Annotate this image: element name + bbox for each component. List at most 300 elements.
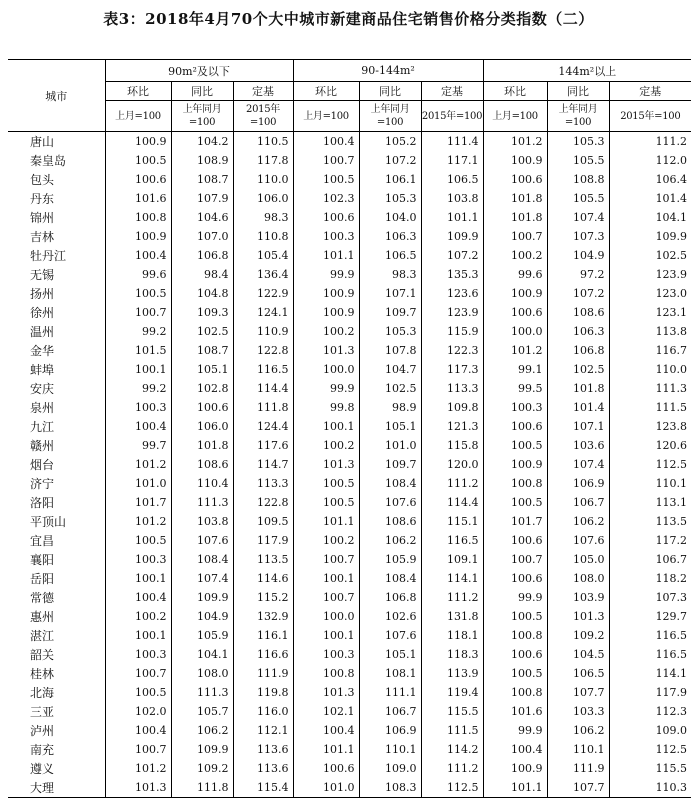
table-row xyxy=(8,512,691,531)
value-cell: 108.6 xyxy=(359,512,421,531)
value-cell: 104.9 xyxy=(547,246,609,265)
city-cell: 常德 xyxy=(30,591,55,605)
value-cell: 100.8 xyxy=(105,208,171,227)
value-cell: 108.3 xyxy=(359,778,421,798)
value-cell: 100.4 xyxy=(105,417,171,436)
value-cell: 99.1 xyxy=(483,360,547,379)
value-cell: 113.8 xyxy=(609,322,691,341)
value-cell: 108.7 xyxy=(171,170,233,189)
base-header: 上年同月=100 xyxy=(171,101,233,132)
value-cell: 98.4 xyxy=(171,265,233,284)
value-cell: 111.2 xyxy=(421,759,483,778)
value-cell: 104.7 xyxy=(359,360,421,379)
metric-header: 定基 xyxy=(421,82,483,101)
value-cell: 105.0 xyxy=(547,550,609,569)
value-cell: 99.2 xyxy=(105,379,171,398)
value-cell: 110.1 xyxy=(359,740,421,759)
table-row xyxy=(8,493,691,512)
value-cell: 123.9 xyxy=(421,303,483,322)
value-cell: 104.5 xyxy=(547,645,609,664)
value-cell: 117.9 xyxy=(233,531,293,550)
table-row xyxy=(8,778,691,798)
value-cell: 100.8 xyxy=(483,474,547,493)
value-cell: 99.9 xyxy=(293,379,359,398)
value-cell: 113.5 xyxy=(609,512,691,531)
value-cell: 119.8 xyxy=(233,683,293,702)
base-header: 2015年=100 xyxy=(233,101,293,132)
value-cell: 101.2 xyxy=(105,455,171,474)
value-cell: 100.9 xyxy=(105,132,171,152)
value-cell: 104.9 xyxy=(171,607,233,626)
value-cell: 99.2 xyxy=(105,322,171,341)
value-cell: 100.4 xyxy=(293,132,359,152)
table-row xyxy=(8,398,691,417)
city-cell: 三亚 xyxy=(30,705,55,719)
value-cell: 107.1 xyxy=(547,417,609,436)
value-cell: 100.6 xyxy=(171,398,233,417)
city-cell: 大理 xyxy=(8,778,105,798)
price-index-table xyxy=(8,59,691,798)
value-cell: 101.1 xyxy=(293,740,359,759)
value-cell: 102.5 xyxy=(171,322,233,341)
value-cell: 106.8 xyxy=(547,341,609,360)
metric-header: 环比 xyxy=(483,82,547,101)
value-cell: 100.2 xyxy=(483,246,547,265)
city-cell: 赣州 xyxy=(30,439,55,453)
value-cell: 116.1 xyxy=(233,626,293,645)
value-cell: 106.2 xyxy=(359,531,421,550)
city-cell: 南充 xyxy=(30,743,55,757)
city-cell: 包头 xyxy=(30,173,55,187)
city-cell: 扬州 xyxy=(30,287,55,301)
value-cell: 108.9 xyxy=(171,151,233,170)
value-cell: 100.3 xyxy=(105,398,171,417)
table-row xyxy=(8,626,691,645)
value-cell: 107.2 xyxy=(359,151,421,170)
value-cell: 117.2 xyxy=(609,531,691,550)
value-cell: 116.5 xyxy=(609,645,691,664)
value-cell: 100.7 xyxy=(293,151,359,170)
value-cell: 113.9 xyxy=(421,664,483,683)
value-cell: 102.0 xyxy=(105,702,171,721)
value-cell: 110.5 xyxy=(233,132,293,152)
value-cell: 107.7 xyxy=(547,778,609,798)
value-cell: 115.8 xyxy=(421,436,483,455)
value-cell: 109.1 xyxy=(421,550,483,569)
metric-header: 同比 xyxy=(359,82,421,101)
value-cell: 103.8 xyxy=(421,189,483,208)
value-cell: 98.3 xyxy=(359,265,421,284)
value-cell: 117.9 xyxy=(609,683,691,702)
metric-header: 环比 xyxy=(293,82,359,101)
value-cell: 100.9 xyxy=(293,303,359,322)
value-cell: 106.2 xyxy=(547,721,609,740)
value-cell: 111.3 xyxy=(171,683,233,702)
value-cell: 119.4 xyxy=(421,683,483,702)
value-cell: 109.7 xyxy=(359,455,421,474)
value-cell: 114.1 xyxy=(421,569,483,588)
value-cell: 112.1 xyxy=(233,721,293,740)
value-cell: 100.6 xyxy=(483,531,547,550)
value-cell: 106.5 xyxy=(547,664,609,683)
value-cell: 100.1 xyxy=(105,360,171,379)
value-cell: 108.0 xyxy=(171,664,233,683)
value-cell: 108.7 xyxy=(171,341,233,360)
value-cell: 111.9 xyxy=(547,759,609,778)
value-cell: 99.8 xyxy=(293,398,359,417)
value-cell: 107.7 xyxy=(547,683,609,702)
table-row xyxy=(8,474,691,493)
value-cell: 99.6 xyxy=(483,265,547,284)
value-cell: 106.5 xyxy=(421,170,483,189)
value-cell: 113.3 xyxy=(233,474,293,493)
value-cell: 110.1 xyxy=(547,740,609,759)
city-cell: 徐州 xyxy=(30,306,55,320)
value-cell: 106.0 xyxy=(233,189,293,208)
value-cell: 100.3 xyxy=(483,398,547,417)
value-cell: 100.5 xyxy=(483,493,547,512)
value-cell: 112.0 xyxy=(609,151,691,170)
value-cell: 122.3 xyxy=(421,341,483,360)
value-cell: 106.3 xyxy=(359,227,421,246)
value-cell: 101.2 xyxy=(105,512,171,531)
value-cell: 107.2 xyxy=(421,246,483,265)
value-cell: 102.6 xyxy=(359,607,421,626)
value-cell: 123.0 xyxy=(609,284,691,303)
value-cell: 100.6 xyxy=(105,170,171,189)
table-title: 表3：2018年4月70个大中城市新建商品住宅销售价格分类指数（二） xyxy=(103,10,594,28)
value-cell: 100.8 xyxy=(293,664,359,683)
value-cell: 113.6 xyxy=(233,740,293,759)
value-cell: 109.3 xyxy=(171,303,233,322)
table-row xyxy=(8,303,691,322)
value-cell: 117.1 xyxy=(421,151,483,170)
value-cell: 100.7 xyxy=(483,550,547,569)
value-cell: 120.6 xyxy=(609,436,691,455)
group-header-medium: 90-144m² xyxy=(293,60,483,82)
value-cell: 99.5 xyxy=(483,379,547,398)
value-cell: 118.2 xyxy=(609,569,691,588)
value-cell: 114.4 xyxy=(233,379,293,398)
value-cell: 100.7 xyxy=(105,664,171,683)
value-cell: 124.4 xyxy=(233,417,293,436)
value-cell: 100.6 xyxy=(293,759,359,778)
value-cell: 100.4 xyxy=(105,588,171,607)
value-cell: 112.5 xyxy=(609,455,691,474)
value-cell: 100.2 xyxy=(293,322,359,341)
city-cell: 济宁 xyxy=(30,477,55,491)
value-cell: 103.8 xyxy=(171,512,233,531)
value-cell: 101.0 xyxy=(105,474,171,493)
value-cell: 115.1 xyxy=(421,512,483,531)
value-cell: 101.0 xyxy=(359,436,421,455)
city-cell: 牡丹江 xyxy=(30,249,67,263)
table-row xyxy=(8,683,691,702)
value-cell: 110.3 xyxy=(609,778,691,798)
value-cell: 108.0 xyxy=(547,569,609,588)
value-cell: 101.3 xyxy=(105,778,171,798)
value-cell: 106.8 xyxy=(359,588,421,607)
value-cell: 107.0 xyxy=(171,227,233,246)
table-row xyxy=(8,702,691,721)
city-cell: 九江 xyxy=(30,420,55,434)
value-cell: 116.5 xyxy=(421,531,483,550)
value-cell: 101.4 xyxy=(609,189,691,208)
value-cell: 100.5 xyxy=(105,284,171,303)
group-header-large: 144m²以上 xyxy=(483,60,691,82)
value-cell: 103.3 xyxy=(547,702,609,721)
value-cell: 122.8 xyxy=(233,341,293,360)
table-row xyxy=(8,341,691,360)
value-cell: 101.2 xyxy=(483,132,547,152)
value-cell: 100.0 xyxy=(293,607,359,626)
value-cell: 105.3 xyxy=(547,132,609,152)
value-cell: 108.6 xyxy=(547,303,609,322)
metric-header: 定基 xyxy=(609,82,691,101)
value-cell: 102.8 xyxy=(171,379,233,398)
value-cell: 100.1 xyxy=(105,626,171,645)
value-cell: 101.2 xyxy=(105,759,171,778)
value-cell: 100.3 xyxy=(293,645,359,664)
metric-header: 环比 xyxy=(105,82,171,101)
value-cell: 100.7 xyxy=(105,740,171,759)
value-cell: 100.2 xyxy=(105,607,171,626)
city-cell: 桂林 xyxy=(30,667,55,681)
value-cell: 107.6 xyxy=(359,493,421,512)
value-cell: 114.6 xyxy=(233,569,293,588)
value-cell: 100.5 xyxy=(105,531,171,550)
value-cell: 109.9 xyxy=(609,227,691,246)
value-cell: 111.3 xyxy=(609,379,691,398)
table-row xyxy=(8,645,691,664)
value-cell: 108.4 xyxy=(359,569,421,588)
value-cell: 103.6 xyxy=(547,436,609,455)
city-cell: 遵义 xyxy=(30,762,55,776)
value-cell: 100.4 xyxy=(105,721,171,740)
value-cell: 97.2 xyxy=(547,265,609,284)
value-cell: 111.8 xyxy=(233,398,293,417)
city-cell: 无锡 xyxy=(30,268,55,282)
value-cell: 100.9 xyxy=(483,759,547,778)
table-row xyxy=(8,417,691,436)
city-cell: 蚌埠 xyxy=(30,363,55,377)
value-cell: 107.9 xyxy=(171,189,233,208)
value-cell: 107.4 xyxy=(171,569,233,588)
value-cell: 107.6 xyxy=(547,531,609,550)
city-cell: 平顶山 xyxy=(30,515,67,529)
value-cell: 107.4 xyxy=(547,455,609,474)
value-cell: 101.1 xyxy=(293,246,359,265)
value-cell: 100.7 xyxy=(105,303,171,322)
value-cell: 100.9 xyxy=(483,284,547,303)
value-cell: 100.9 xyxy=(483,151,547,170)
value-cell: 109.9 xyxy=(421,227,483,246)
value-cell: 110.9 xyxy=(233,322,293,341)
value-cell: 132.9 xyxy=(233,607,293,626)
table-row xyxy=(8,227,691,246)
value-cell: 109.2 xyxy=(171,759,233,778)
base-header: 上月=100 xyxy=(483,101,547,132)
value-cell: 111.2 xyxy=(421,474,483,493)
city-cell: 湛江 xyxy=(30,629,55,643)
value-cell: 100.6 xyxy=(483,417,547,436)
value-cell: 122.9 xyxy=(233,284,293,303)
value-cell: 109.8 xyxy=(421,398,483,417)
value-cell: 120.0 xyxy=(421,455,483,474)
table-row xyxy=(8,170,691,189)
value-cell: 104.8 xyxy=(171,284,233,303)
value-cell: 100.6 xyxy=(483,170,547,189)
value-cell: 101.1 xyxy=(421,208,483,227)
value-cell: 136.4 xyxy=(233,265,293,284)
base-header: 2015年=100 xyxy=(421,101,483,132)
value-cell: 106.1 xyxy=(359,170,421,189)
city-cell: 韶关 xyxy=(30,648,55,662)
value-cell: 113.5 xyxy=(233,550,293,569)
value-cell: 100.8 xyxy=(483,683,547,702)
city-cell: 金华 xyxy=(30,344,55,358)
base-header: 上月=100 xyxy=(293,101,359,132)
value-cell: 100.0 xyxy=(293,360,359,379)
value-cell: 116.6 xyxy=(233,645,293,664)
table-row xyxy=(8,569,691,588)
value-cell: 102.3 xyxy=(293,189,359,208)
table-row xyxy=(8,360,691,379)
value-cell: 100.1 xyxy=(293,626,359,645)
value-cell: 100.7 xyxy=(293,550,359,569)
table-row xyxy=(8,132,691,152)
table-row xyxy=(8,322,691,341)
value-cell: 115.2 xyxy=(233,588,293,607)
value-cell: 100.7 xyxy=(293,588,359,607)
table-body xyxy=(8,132,691,798)
value-cell: 100.1 xyxy=(293,569,359,588)
value-cell: 104.1 xyxy=(609,208,691,227)
value-cell: 105.2 xyxy=(359,132,421,152)
value-cell: 111.5 xyxy=(609,398,691,417)
value-cell: 100.3 xyxy=(105,550,171,569)
value-cell: 107.8 xyxy=(359,341,421,360)
city-cell: 惠州 xyxy=(30,610,55,624)
value-cell: 111.9 xyxy=(233,664,293,683)
value-cell: 111.8 xyxy=(171,778,233,798)
value-cell: 121.3 xyxy=(421,417,483,436)
table-row xyxy=(8,664,691,683)
value-cell: 99.7 xyxy=(105,436,171,455)
table-row xyxy=(8,436,691,455)
value-cell: 108.8 xyxy=(547,170,609,189)
value-cell: 106.9 xyxy=(547,474,609,493)
metric-header: 同比 xyxy=(171,82,233,101)
value-cell: 106.5 xyxy=(359,246,421,265)
value-cell: 111.4 xyxy=(421,132,483,152)
value-cell: 99.9 xyxy=(293,265,359,284)
city-cell: 吉林 xyxy=(30,230,55,244)
value-cell: 100.2 xyxy=(293,531,359,550)
value-cell: 101.0 xyxy=(293,778,359,798)
value-cell: 101.8 xyxy=(483,189,547,208)
value-cell: 105.5 xyxy=(547,189,609,208)
table-row xyxy=(8,721,691,740)
value-cell: 104.1 xyxy=(171,645,233,664)
value-cell: 100.5 xyxy=(483,436,547,455)
value-cell: 100.6 xyxy=(293,208,359,227)
value-cell: 116.7 xyxy=(609,341,691,360)
value-cell: 106.4 xyxy=(609,170,691,189)
value-cell: 105.9 xyxy=(171,626,233,645)
value-cell: 107.6 xyxy=(171,531,233,550)
value-cell: 123.8 xyxy=(609,417,691,436)
value-cell: 101.2 xyxy=(483,341,547,360)
table-row xyxy=(8,588,691,607)
city-cell: 锦州 xyxy=(30,211,55,225)
value-cell: 100.4 xyxy=(293,721,359,740)
value-cell: 104.2 xyxy=(171,132,233,152)
value-cell: 102.5 xyxy=(609,246,691,265)
value-cell: 107.1 xyxy=(359,284,421,303)
value-cell: 100.6 xyxy=(483,645,547,664)
table-row xyxy=(8,189,691,208)
value-cell: 116.5 xyxy=(233,360,293,379)
value-cell: 102.5 xyxy=(359,379,421,398)
city-cell: 宜昌 xyxy=(30,534,55,548)
value-cell: 100.7 xyxy=(483,227,547,246)
value-cell: 106.8 xyxy=(171,246,233,265)
value-cell: 109.5 xyxy=(233,512,293,531)
value-cell: 101.8 xyxy=(171,436,233,455)
value-cell: 100.9 xyxy=(483,455,547,474)
value-cell: 116.5 xyxy=(609,626,691,645)
value-cell: 100.5 xyxy=(105,683,171,702)
value-cell: 118.1 xyxy=(421,626,483,645)
value-cell: 106.9 xyxy=(359,721,421,740)
city-cell: 洛阳 xyxy=(30,496,55,510)
table-row xyxy=(8,455,691,474)
value-cell: 105.7 xyxy=(171,702,233,721)
city-cell: 安庆 xyxy=(30,382,55,396)
value-cell: 105.9 xyxy=(359,550,421,569)
value-cell: 100.5 xyxy=(483,664,547,683)
value-cell: 104.6 xyxy=(171,208,233,227)
value-cell: 100.8 xyxy=(483,626,547,645)
value-cell: 101.3 xyxy=(547,607,609,626)
value-cell: 99.9 xyxy=(483,721,547,740)
value-cell: 100.5 xyxy=(105,151,171,170)
value-cell: 107.6 xyxy=(359,626,421,645)
value-cell: 105.3 xyxy=(359,189,421,208)
value-cell: 100.5 xyxy=(293,474,359,493)
value-cell: 106.7 xyxy=(359,702,421,721)
value-cell: 117.3 xyxy=(421,360,483,379)
table-row xyxy=(8,208,691,227)
value-cell: 108.4 xyxy=(359,474,421,493)
city-cell: 秦皇岛 xyxy=(30,154,67,168)
value-cell: 108.1 xyxy=(359,664,421,683)
value-cell: 106.0 xyxy=(171,417,233,436)
value-cell: 102.5 xyxy=(547,360,609,379)
value-cell: 114.2 xyxy=(421,740,483,759)
city-cell: 烟台 xyxy=(30,458,55,472)
value-cell: 111.3 xyxy=(171,493,233,512)
value-cell: 109.0 xyxy=(359,759,421,778)
value-cell: 111.2 xyxy=(609,132,691,152)
value-cell: 100.4 xyxy=(105,246,171,265)
value-cell: 109.9 xyxy=(171,740,233,759)
value-cell: 101.3 xyxy=(293,683,359,702)
value-cell: 115.4 xyxy=(233,778,293,798)
value-cell: 105.1 xyxy=(171,360,233,379)
value-cell: 105.4 xyxy=(233,246,293,265)
